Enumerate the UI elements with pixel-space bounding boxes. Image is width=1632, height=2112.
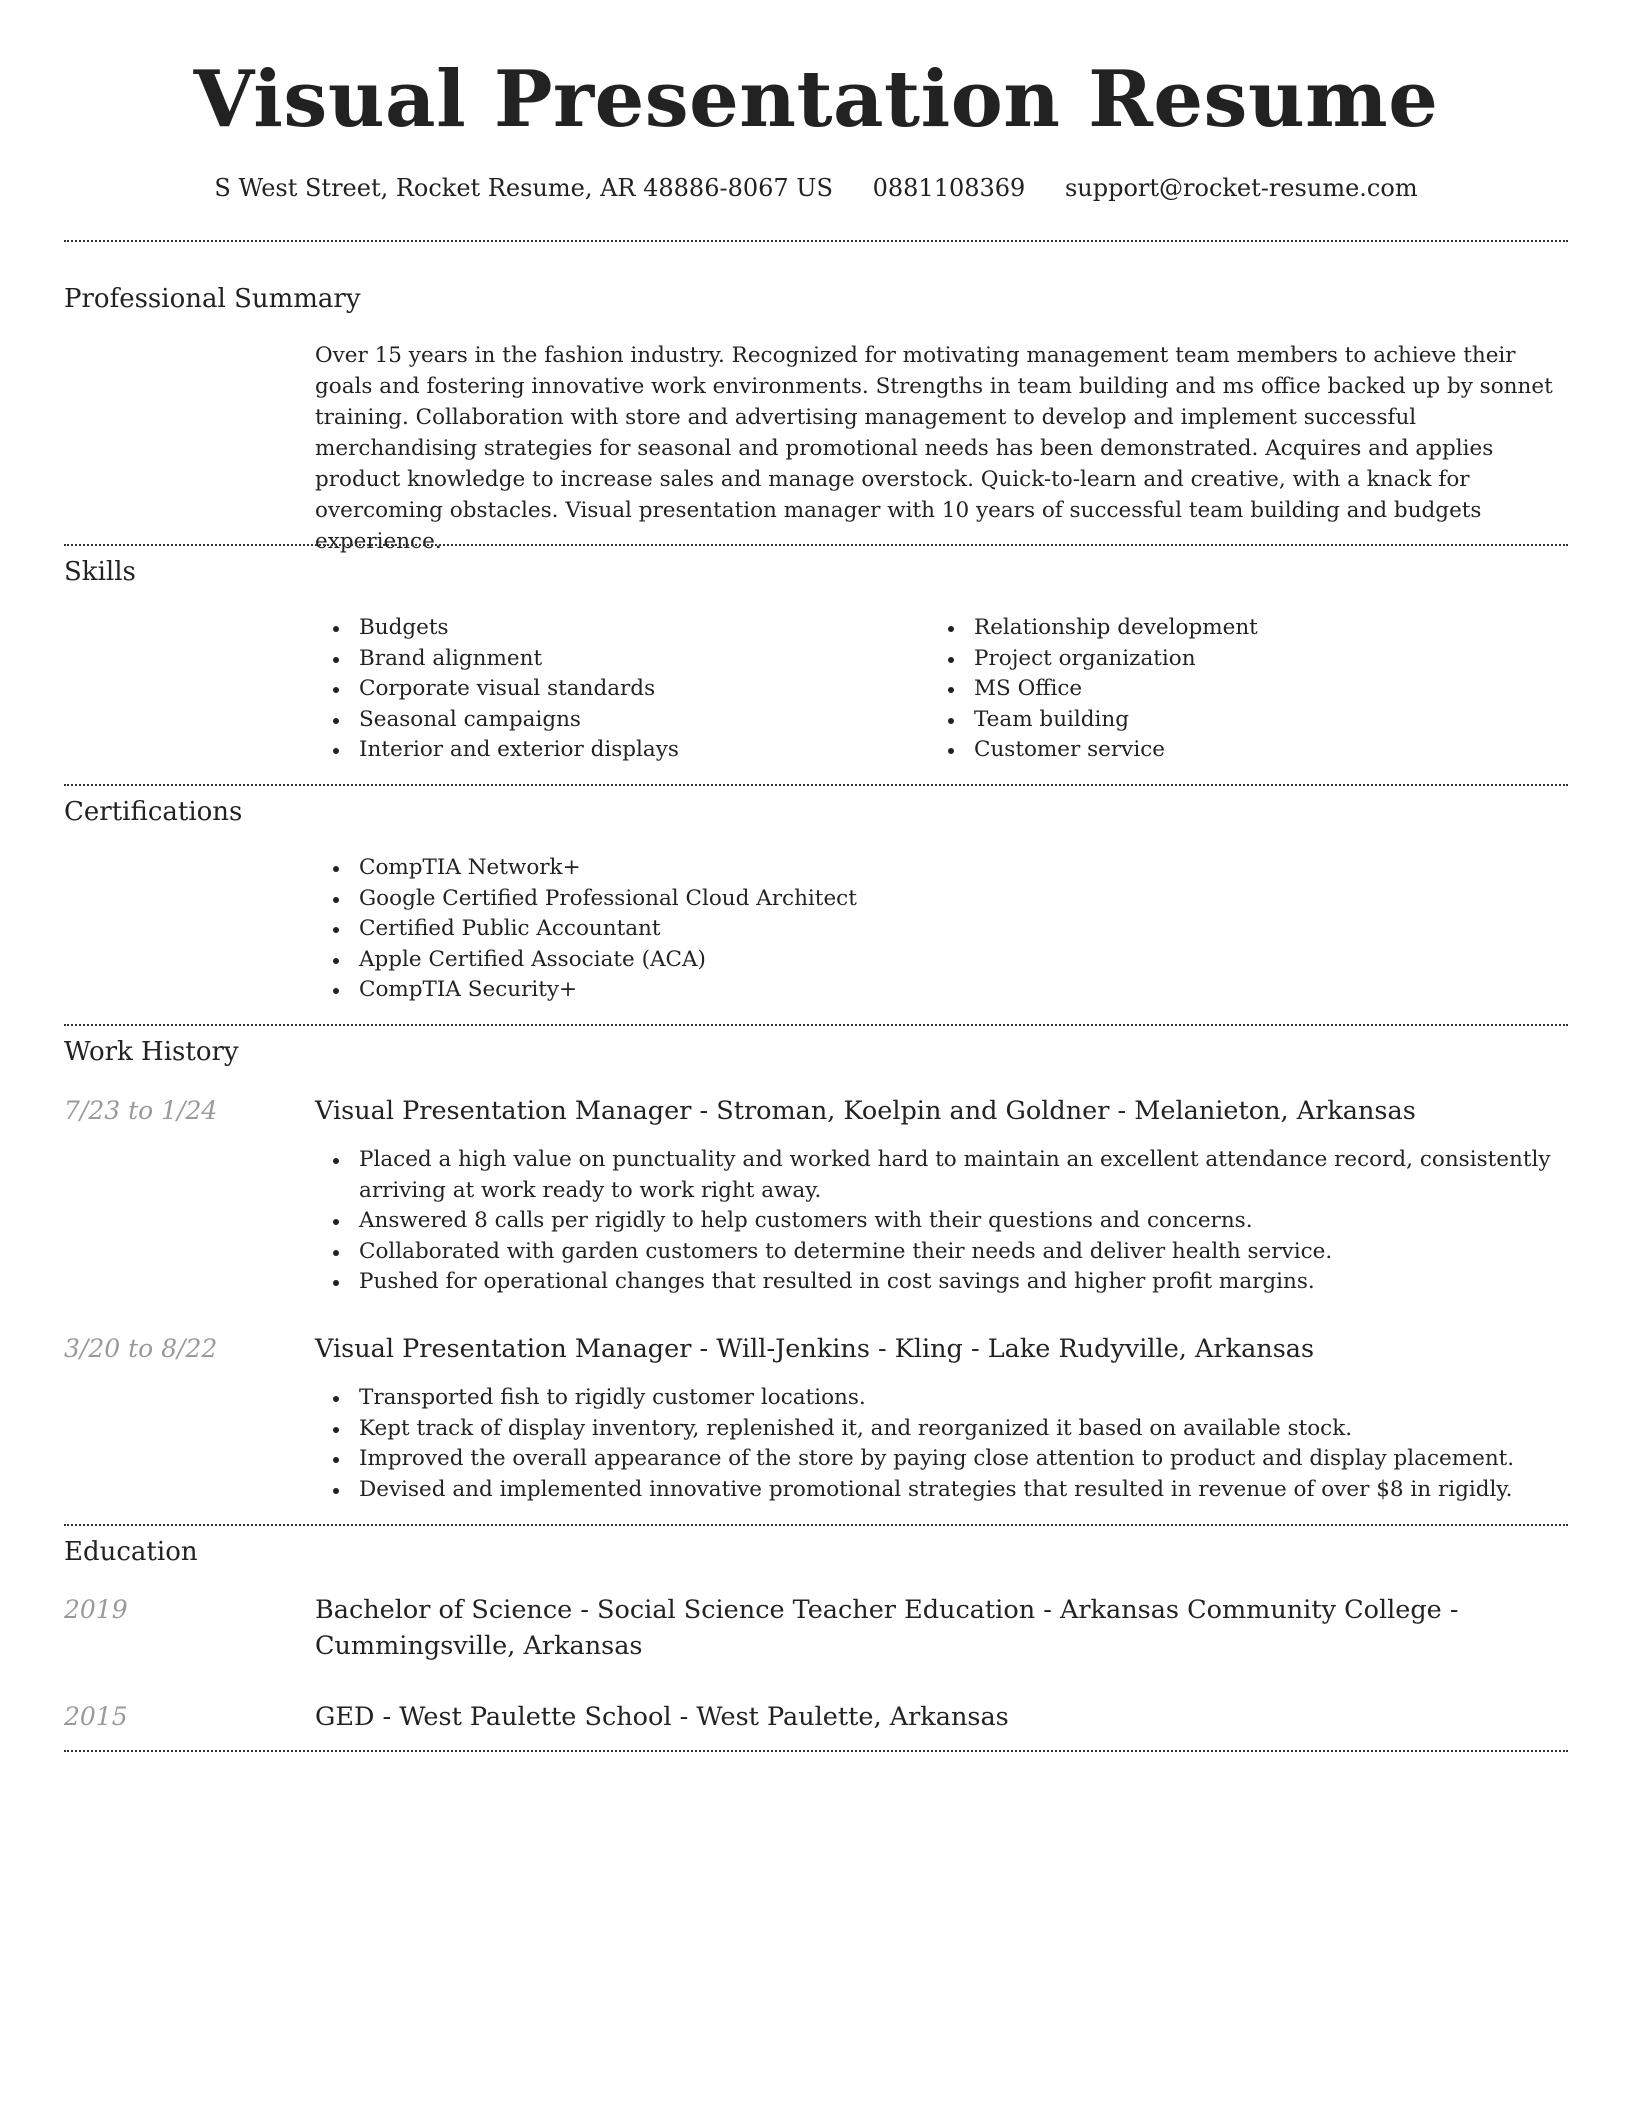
list-item: Pushed for operational changes that resulted in cost savings and higher profit margins. <box>315 1267 1568 1298</box>
divider <box>64 240 1568 242</box>
certifications-list <box>315 853 1568 1006</box>
education-year: 2015 <box>64 1702 128 1731</box>
list-item: Transported fish to rigidly customer locations. <box>315 1383 1568 1414</box>
list-item: Brand alignment <box>315 644 915 675</box>
section-title-work-history: Work History <box>64 1037 239 1067</box>
job-dates: 3/20 to 8/22 <box>64 1334 218 1363</box>
education-entry: Bachelor of Science - Social Science Teacher Education - Arkansas Community College - Cummingsville, Arkansas <box>315 1595 1459 1661</box>
divider <box>64 1524 1568 1526</box>
summary-text: Over 15 years in the fashion industry. Recognized for motivating management team members to achieve their goals and fostering innovative work environments. Strengths in team building and ms office backed up by sonnet training. Collaboration with store and advertising management to develop and implement successful merchandising strategies for seasonal and promotional needs has been demonstrated. Acquires and applies product knowledge to increase sales and manage overstock. Quick-to-learn and creative, with a knack for overcoming obstacles. Visual presentation manager with 10 years of successful team building and budgets experience. <box>315 343 1553 554</box>
list-item: Team building <box>930 705 1568 736</box>
contact-email: support@rocket-resume.com <box>1064 174 1418 202</box>
job-title: Visual Presentation Manager - Stroman, Koelpin and Goldner - Melanieton, Arkansas <box>315 1096 1416 1126</box>
divider <box>64 1024 1568 1026</box>
list-item: Seasonal campaigns <box>315 705 915 736</box>
section-title-skills: Skills <box>64 557 136 587</box>
list-item: Answered 8 calls per rigidly to help customers with their questions and concerns. <box>315 1206 1568 1237</box>
list-item: CompTIA Security+ <box>315 975 1568 1006</box>
list-item: Devised and implemented innovative promotional strategies that resulted in revenue of over $8 in rigidly. <box>315 1475 1568 1506</box>
list-item: CompTIA Network+ <box>315 853 1568 884</box>
contact-line <box>64 170 1568 206</box>
divider <box>64 544 1568 546</box>
job-bullets <box>315 1145 1568 1298</box>
list-item: Relationship development <box>930 613 1568 644</box>
list-item: Collaborated with garden customers to determine their needs and deliver health service. <box>315 1237 1568 1268</box>
skills-list-right <box>930 613 1568 766</box>
section-title-summary: Professional Summary <box>64 284 361 314</box>
section-title-certifications: Certifications <box>64 797 243 827</box>
education-year: 2019 <box>64 1595 128 1624</box>
job-title: Visual Presentation Manager - Will-Jenkins - Kling - Lake Rudyville, Arkansas <box>315 1334 1315 1364</box>
list-item: Corporate visual standards <box>315 674 915 705</box>
divider <box>64 784 1568 786</box>
job-bullets <box>315 1383 1568 1505</box>
education-entry: GED - West Paulette School - West Paulette, Arkansas <box>315 1702 1009 1732</box>
list-item: Kept track of display inventory, replenished it, and reorganized it based on available stock. <box>315 1414 1568 1445</box>
list-item: Project organization <box>930 644 1568 675</box>
list-item: MS Office <box>930 674 1568 705</box>
list-item: Placed a high value on punctuality and worked hard to maintain an excellent attendance record, consistently arriving at work ready to work right away. <box>315 1145 1568 1206</box>
list-item: Interior and exterior displays <box>315 735 915 766</box>
list-item: Google Certified Professional Cloud Architect <box>315 884 1568 915</box>
skills-list-left <box>315 613 915 766</box>
resume-name: Visual Presentation Resume <box>193 54 1439 145</box>
list-item: Apple Certified Associate (ACA) <box>315 945 1568 976</box>
section-title-education: Education <box>64 1537 198 1567</box>
list-item: Customer service <box>930 735 1568 766</box>
job-dates: 7/23 to 1/24 <box>64 1096 218 1125</box>
contact-phone: 0881108369 <box>872 174 1026 202</box>
list-item: Certified Public Accountant <box>315 914 1568 945</box>
contact-address: S West Street, Rocket Resume, AR 48886-8067 US <box>214 174 833 202</box>
list-item: Budgets <box>315 613 915 644</box>
list-item: Improved the overall appearance of the store by paying close attention to product and display placement. <box>315 1444 1568 1475</box>
divider <box>64 1750 1568 1752</box>
